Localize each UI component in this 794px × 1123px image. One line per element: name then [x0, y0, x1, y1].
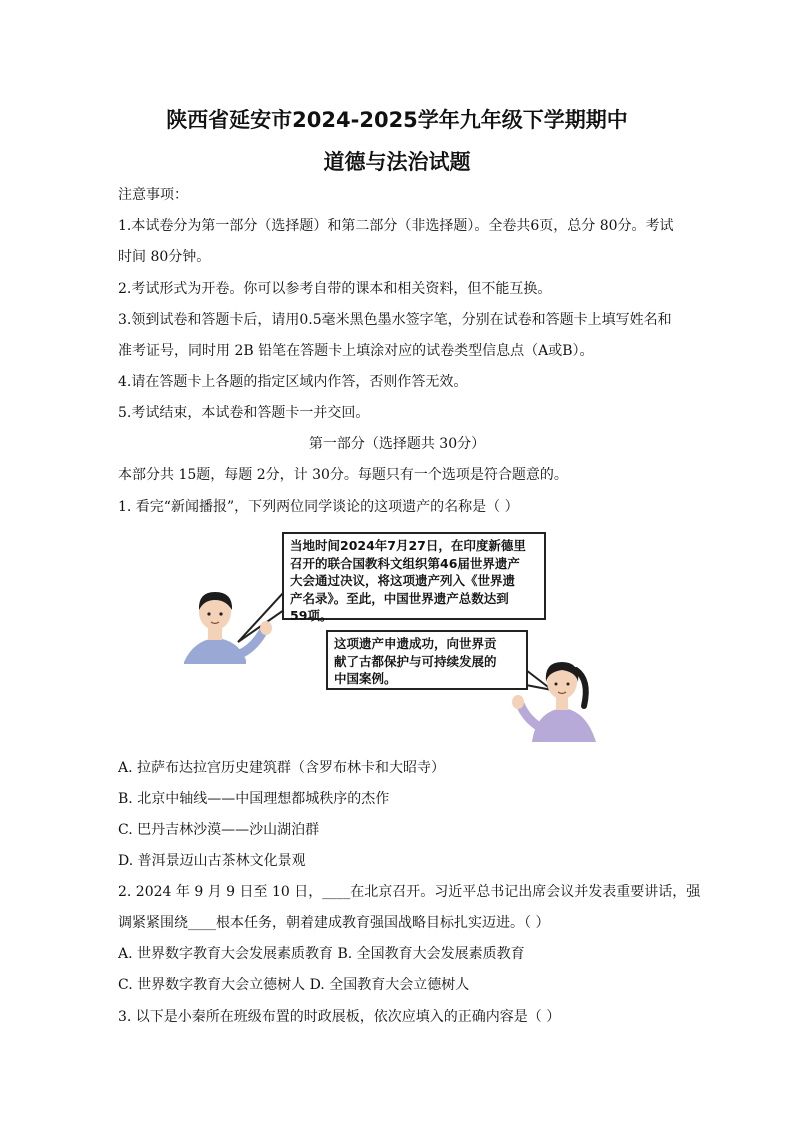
q1-stem: 1. 看完“新闻播报”，下列两位同学谈论的这项遗产的名称是（ ）	[118, 499, 519, 515]
notice-heading: 注意事项：	[118, 187, 188, 203]
part1-intro: 本部分共 15题，每题 2分，计 30分。每题只有一个选项是符合题意的。	[118, 467, 568, 483]
exam-title-line2: 道德与法治试题	[323, 150, 471, 174]
notice-line: 1.本试卷分为第一部分（选择题）和第二部分（非选择题）。全卷共6页，总分 80分。考试	[118, 218, 674, 234]
bubble-line: 大会通过决议，将这项遗产列入《世界遗	[290, 573, 516, 588]
q1-option-b: B. 北京中轴线——中国理想都城秩序的杰作	[118, 791, 390, 807]
bubble-line: 召开的联合国教科文组织第46届世界遗产	[290, 555, 520, 571]
notice-line: 3.领到试卷和答题卡后，请用0.5毫米黑色墨水签字笔，分别在试卷和答题卡上填写姓名和	[118, 312, 672, 328]
bubble-line: 这项遗产申遗成功，向世界贡	[334, 636, 497, 651]
speech-bubble-comment	[326, 630, 528, 690]
notice-line: 2.考试形式为开卷。你可以参考自带的课本和相关资料，但不能互换。	[118, 281, 552, 297]
exam-title-line1: 陕西省延安市2024-2025学年九年级下学期期中	[166, 108, 628, 132]
speech-bubble-news	[282, 532, 546, 623]
q1-option-d: D. 普洱景迈山古茶林文化景观	[118, 853, 306, 869]
q2-options-line1: A. 世界数字教育大会发展素质教育 B. 全国教育大会发展素质教育	[118, 946, 525, 962]
q1-option-a: A. 拉萨布达拉宫历史建筑群（含罗布林卡和大昭寺）	[118, 760, 446, 776]
q3-stem: 3. 以下是小秦所在班级布置的时政展板，依次应填入的正确内容是（ ）	[118, 1009, 561, 1025]
notice-line: 时间 80分钟。	[118, 249, 211, 265]
bubble-line: 产名录》。至此，中国世界遗产总数达到	[290, 590, 509, 606]
q1-illustration	[180, 530, 620, 745]
q2-options-line2: C. 世界数字教育大会立德树人 D. 全国教育大会立德树人	[118, 977, 470, 993]
q1-option-c: C. 巴丹吉林沙漠——沙山湖泊群	[118, 822, 320, 838]
notice-line: 5.考试结束，本试卷和答题卡一并交回。	[118, 405, 370, 421]
q2-stem-line2: 调紧紧围绕____根本任务，朝着建成教育强国战略目标扎实迈进。（ ）	[118, 915, 550, 931]
bubble-line: 中国案例。	[334, 671, 397, 686]
bubble-line: 献了古都保护与可持续发展的	[334, 653, 497, 669]
bubble-line: 当地时间2024年7月27日，在印度新德里	[290, 538, 526, 553]
notice-line: 准考证号，同时用 2B 铅笔在答题卡上填涂对应的试卷类型信息点（A或B）。	[118, 343, 594, 359]
part1-heading: 第一部分（选择题共 30分）	[308, 436, 486, 452]
q2-stem-line1: 2. 2024 年 9 月 9 日至 10 日，____在北京召开。习近平总书记出席会议并发表重要讲话，强	[118, 884, 701, 900]
bubble-line: 59项。	[290, 608, 333, 623]
notice-line: 4.请在答题卡上各题的指定区域内作答，否则作答无效。	[118, 374, 468, 390]
